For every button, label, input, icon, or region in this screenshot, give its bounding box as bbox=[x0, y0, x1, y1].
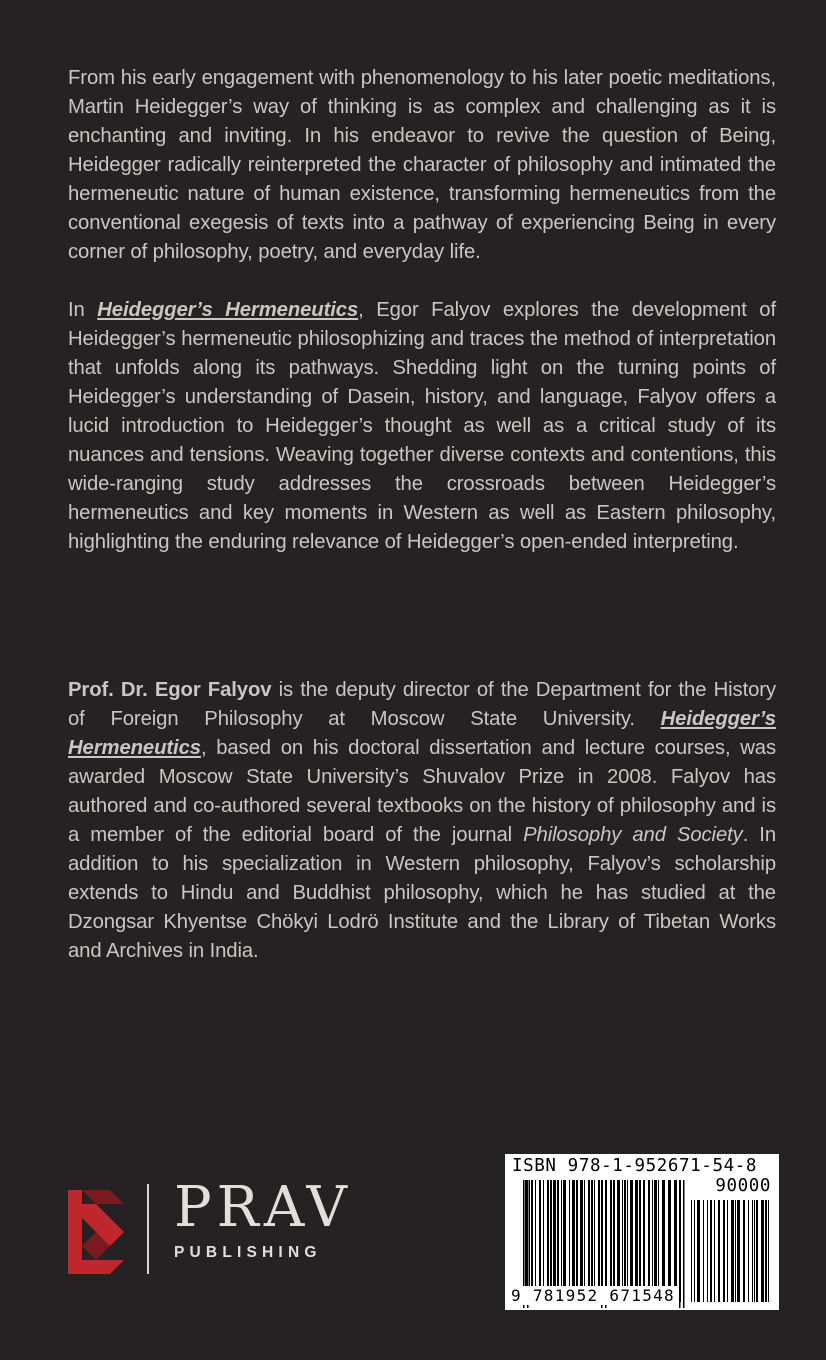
prav-logo-mark-icon bbox=[68, 1190, 124, 1274]
journal-title: Philosophy and Society bbox=[523, 824, 743, 846]
paragraph-2-body: , Egor Falyov explores the development of Heidegger’s hermeneutic philosophizing and traces the method of interpretation that unfolds along its pathways. Shedding light on the turning points of Heidegger’s understanding of Dasein, history, and language, Falyov offers a lucid introduction to Heidegger’s thought as well as a critical study of its nuances and tensions. Weaving together diverse contexts and contentions, this wide-ranging study addresses the crossroads between Heidegger’s hermeneutics and key moments in Western as well as Eastern philosophy, highlighting the enduring relevance of Heidegger’s open-ended interpreting. bbox=[68, 299, 776, 553]
publisher-logo bbox=[68, 1175, 358, 1274]
author-bio-part-1: is the deputy director of the Department for the History of Foreign Philosophy at Moscow State University. bbox=[68, 679, 776, 730]
isbn-barcode bbox=[505, 1154, 779, 1310]
author-bio-part-2: , based on his doctoral dissertation and lecture courses, was awarded Moscow State University’s Shuvalov Prize in 2008. Falyov has authored and co-authored several textbooks on the history of philosophy and is a member of the editorial board of the journal bbox=[68, 737, 776, 846]
logo-divider bbox=[147, 1184, 149, 1274]
price-code: 90000 bbox=[715, 1176, 771, 1196]
author-bio bbox=[68, 676, 776, 966]
book-title: Heidegger’s Hermeneutics bbox=[97, 299, 359, 321]
publisher-subtitle: PUBLISHING bbox=[174, 1244, 322, 1261]
isbn-label: ISBN 978-1-952671-54-8 bbox=[512, 1156, 757, 1176]
blurb-paragraph-2 bbox=[68, 296, 776, 557]
author-name: Prof. Dr. Egor Falyov bbox=[68, 679, 272, 701]
book-title: Heidegger’s Hermeneutics bbox=[68, 708, 776, 759]
blurb-paragraph-1: From his early engagement with phenomenology to his later poetic meditations, Martin Heidegger’s way of thinking is as complex and challenging as it is enchanting and inviting. In his endeavor to revive the question of Being, Heidegger radically reinterpreted the character of philosophy and intimated the hermeneutic nature of human existence, transforming hermeneutics from the conventional exegesis of texts into a pathway of experiencing Being in every corner of philosophy, poetry, and everyday life. bbox=[68, 67, 776, 263]
publisher-name: PRAV bbox=[174, 1175, 352, 1240]
paragraph-2-lead: In bbox=[68, 299, 98, 321]
author-bio-part-3: . In addition to his specialization in Western philosophy, Falyov’s scholarship extends to Hindu and Buddhist philosophy, which he has studied at the Dzongsar Khyentse Chökyi Lodrö Institute and the Library of Tibetan Works and Archives in India. bbox=[68, 824, 776, 962]
ean-digits: 9 781952 671548 bbox=[511, 1286, 675, 1305]
